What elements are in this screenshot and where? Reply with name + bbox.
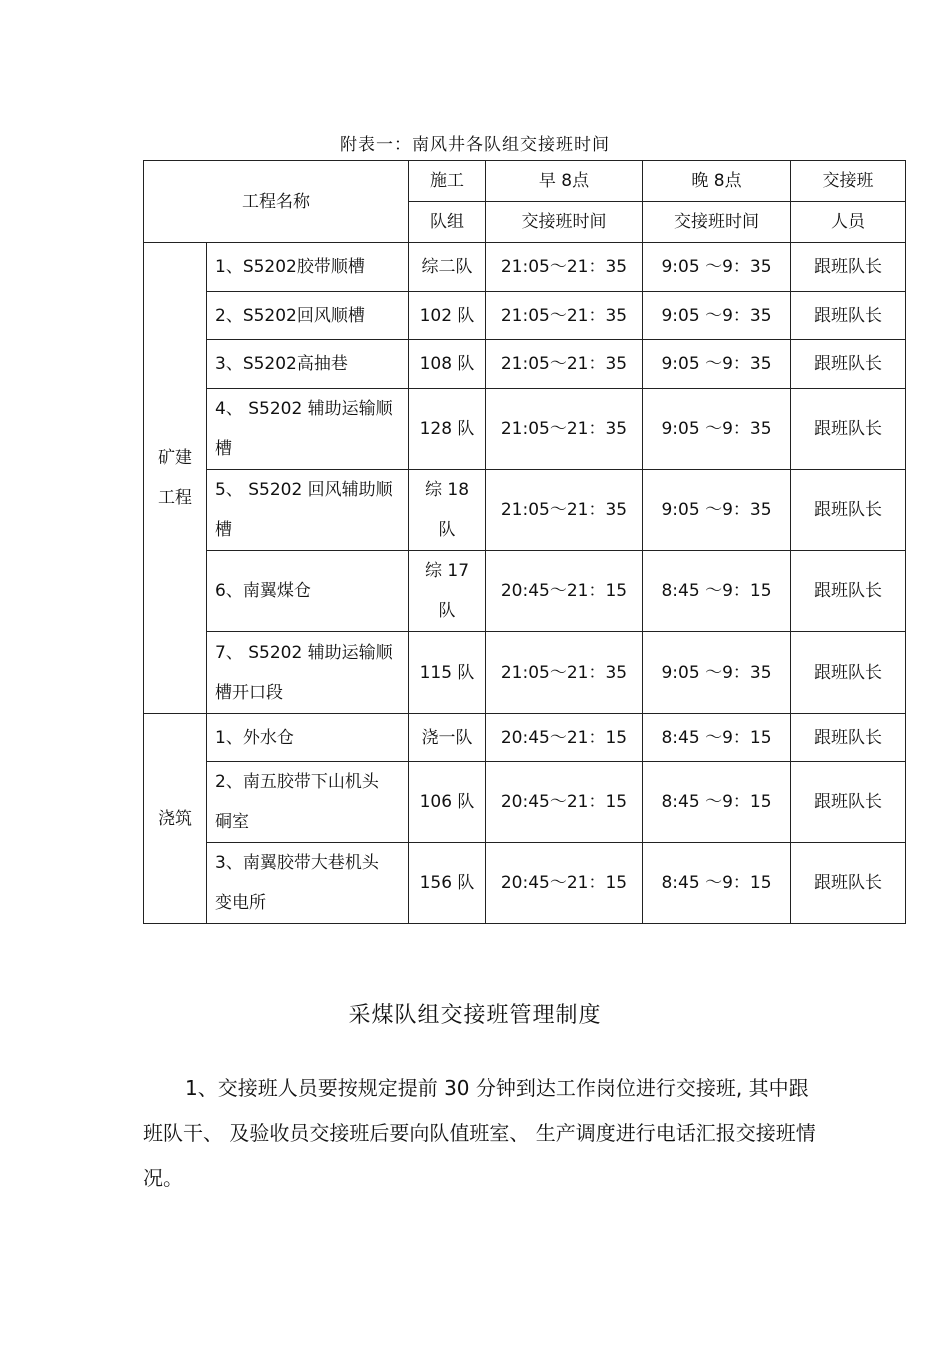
project-line: 3、南翼胶带大巷机头 [215, 853, 379, 873]
evening-time-cell: 9:05 ～9：35 [643, 340, 791, 389]
person-cell: 跟班队长 [791, 714, 906, 762]
header-evening-line2: 交接班时间 [643, 202, 791, 243]
evening-time-cell: 9:05 ～9：35 [643, 292, 791, 340]
morning-time-cell: 20:45～21：15 [486, 762, 643, 843]
person-cell: 跟班队长 [791, 843, 906, 924]
evening-time-cell: 9:05 ～9：35 [643, 632, 791, 714]
table-row [144, 714, 906, 762]
morning-time-cell: 21:05～21：35 [486, 292, 643, 340]
table-row [144, 389, 906, 470]
team-line: 队 [438, 520, 456, 540]
project-line: 变电所 [215, 893, 266, 913]
policy-paragraph: 1、交接班人员要按规定提前 30 分钟到达工作岗位进行交接班, 其中跟班队干、 及验收员交接班后要向队值班室、 生产调度进行电话汇报交接班情况。 [143, 1076, 816, 1190]
header-morning-line1: 早 8点 [486, 161, 643, 202]
project-line: 槽开口段 [215, 682, 283, 703]
table-row [144, 243, 906, 292]
project-line: 槽 [215, 439, 232, 459]
project-cell: 6、南翼煤仓 [207, 551, 409, 632]
project-line: 2、南五胶带下山机头 [215, 772, 379, 792]
shift-schedule-table [143, 160, 906, 924]
evening-time-cell: 9:05 ～9：35 [643, 389, 791, 470]
table-row [144, 632, 906, 714]
header-team-line2: 队组 [409, 202, 486, 243]
table-header-row [144, 161, 906, 202]
category-line: 工程 [158, 488, 192, 508]
morning-time-cell: 20:45～21：15 [486, 714, 643, 762]
evening-time-cell: 8:45 ～9：15 [643, 762, 791, 843]
evening-time-cell: 8:45 ～9：15 [643, 714, 791, 762]
header-evening-line1: 晚 8点 [643, 161, 791, 202]
project-cell: 2、S5202回风顺槽 [207, 292, 409, 340]
category-cell [144, 243, 207, 714]
header-team-line1: 施工 [409, 161, 486, 202]
project-cell [207, 632, 409, 714]
table-row [144, 551, 906, 632]
team-cell: 106 队 [409, 762, 486, 843]
morning-time-cell: 20:45～21：15 [486, 551, 643, 632]
evening-time-cell: 8:45 ～9：15 [643, 551, 791, 632]
team-cell: 综二队 [409, 243, 486, 292]
project-cell: 1、S5202胶带顺槽 [207, 243, 409, 292]
project-cell [207, 470, 409, 551]
table-row [144, 762, 906, 843]
team-cell: 102 队 [409, 292, 486, 340]
team-cell: 115 队 [409, 632, 486, 714]
project-line: 5、 S5202 回风辅助顺 [215, 480, 393, 500]
table-row [144, 843, 906, 924]
team-cell: 浇一队 [409, 714, 486, 762]
morning-time-cell: 21:05～21：35 [486, 340, 643, 389]
morning-time-cell: 21:05～21：35 [486, 243, 643, 292]
table-row [144, 470, 906, 551]
person-cell: 跟班队长 [791, 389, 906, 470]
project-cell: 3、S5202高抽巷 [207, 340, 409, 389]
project-line: 4、 S5202 辅助运输顺 [215, 399, 393, 419]
person-cell: 跟班队长 [791, 292, 906, 340]
table-caption: 附表一：南风井各队组交接班时间 [340, 135, 610, 155]
category-line: 矿建 [158, 448, 192, 468]
person-cell: 跟班队长 [791, 632, 906, 714]
morning-time-cell: 21:05～21：35 [486, 632, 643, 714]
morning-time-cell: 21:05～21：35 [486, 389, 643, 470]
team-line: 队 [438, 601, 456, 621]
header-project-name: 工程名称 [144, 161, 409, 243]
person-cell: 跟班队长 [791, 243, 906, 292]
evening-time-cell: 9:05 ～9：35 [643, 243, 791, 292]
team-cell [409, 551, 486, 632]
team-cell: 128 队 [409, 389, 486, 470]
team-cell [409, 470, 486, 551]
project-line: 硐室 [215, 812, 249, 832]
table-row [144, 292, 906, 340]
team-line: 综 17 [424, 561, 470, 581]
person-cell: 跟班队长 [791, 470, 906, 551]
project-cell [207, 389, 409, 470]
project-cell [207, 843, 409, 924]
person-cell: 跟班队长 [791, 551, 906, 632]
table-row [144, 340, 906, 389]
morning-time-cell: 20:45～21：15 [486, 843, 643, 924]
team-cell: 108 队 [409, 340, 486, 389]
policy-title: 采煤队组交接班管理制度 [348, 1003, 602, 1028]
project-cell: 1、外水仓 [207, 714, 409, 762]
header-person-line1: 交接班 [791, 161, 906, 202]
header-person-line2: 人员 [791, 202, 906, 243]
category-cell: 浇筑 [144, 714, 207, 924]
evening-time-cell: 9:05 ～9：35 [643, 470, 791, 551]
policy-body [143, 1066, 823, 1201]
team-cell: 156 队 [409, 843, 486, 924]
person-cell: 跟班队长 [791, 762, 906, 843]
header-morning-line2: 交接班时间 [486, 202, 643, 243]
project-line: 7、 S5202 辅助运输顺 [215, 642, 393, 663]
person-cell: 跟班队长 [791, 340, 906, 389]
evening-time-cell: 8:45 ～9：15 [643, 843, 791, 924]
morning-time-cell: 21:05～21：35 [486, 470, 643, 551]
project-cell [207, 762, 409, 843]
team-line: 综 18 [424, 480, 470, 500]
project-line: 槽 [215, 520, 232, 540]
